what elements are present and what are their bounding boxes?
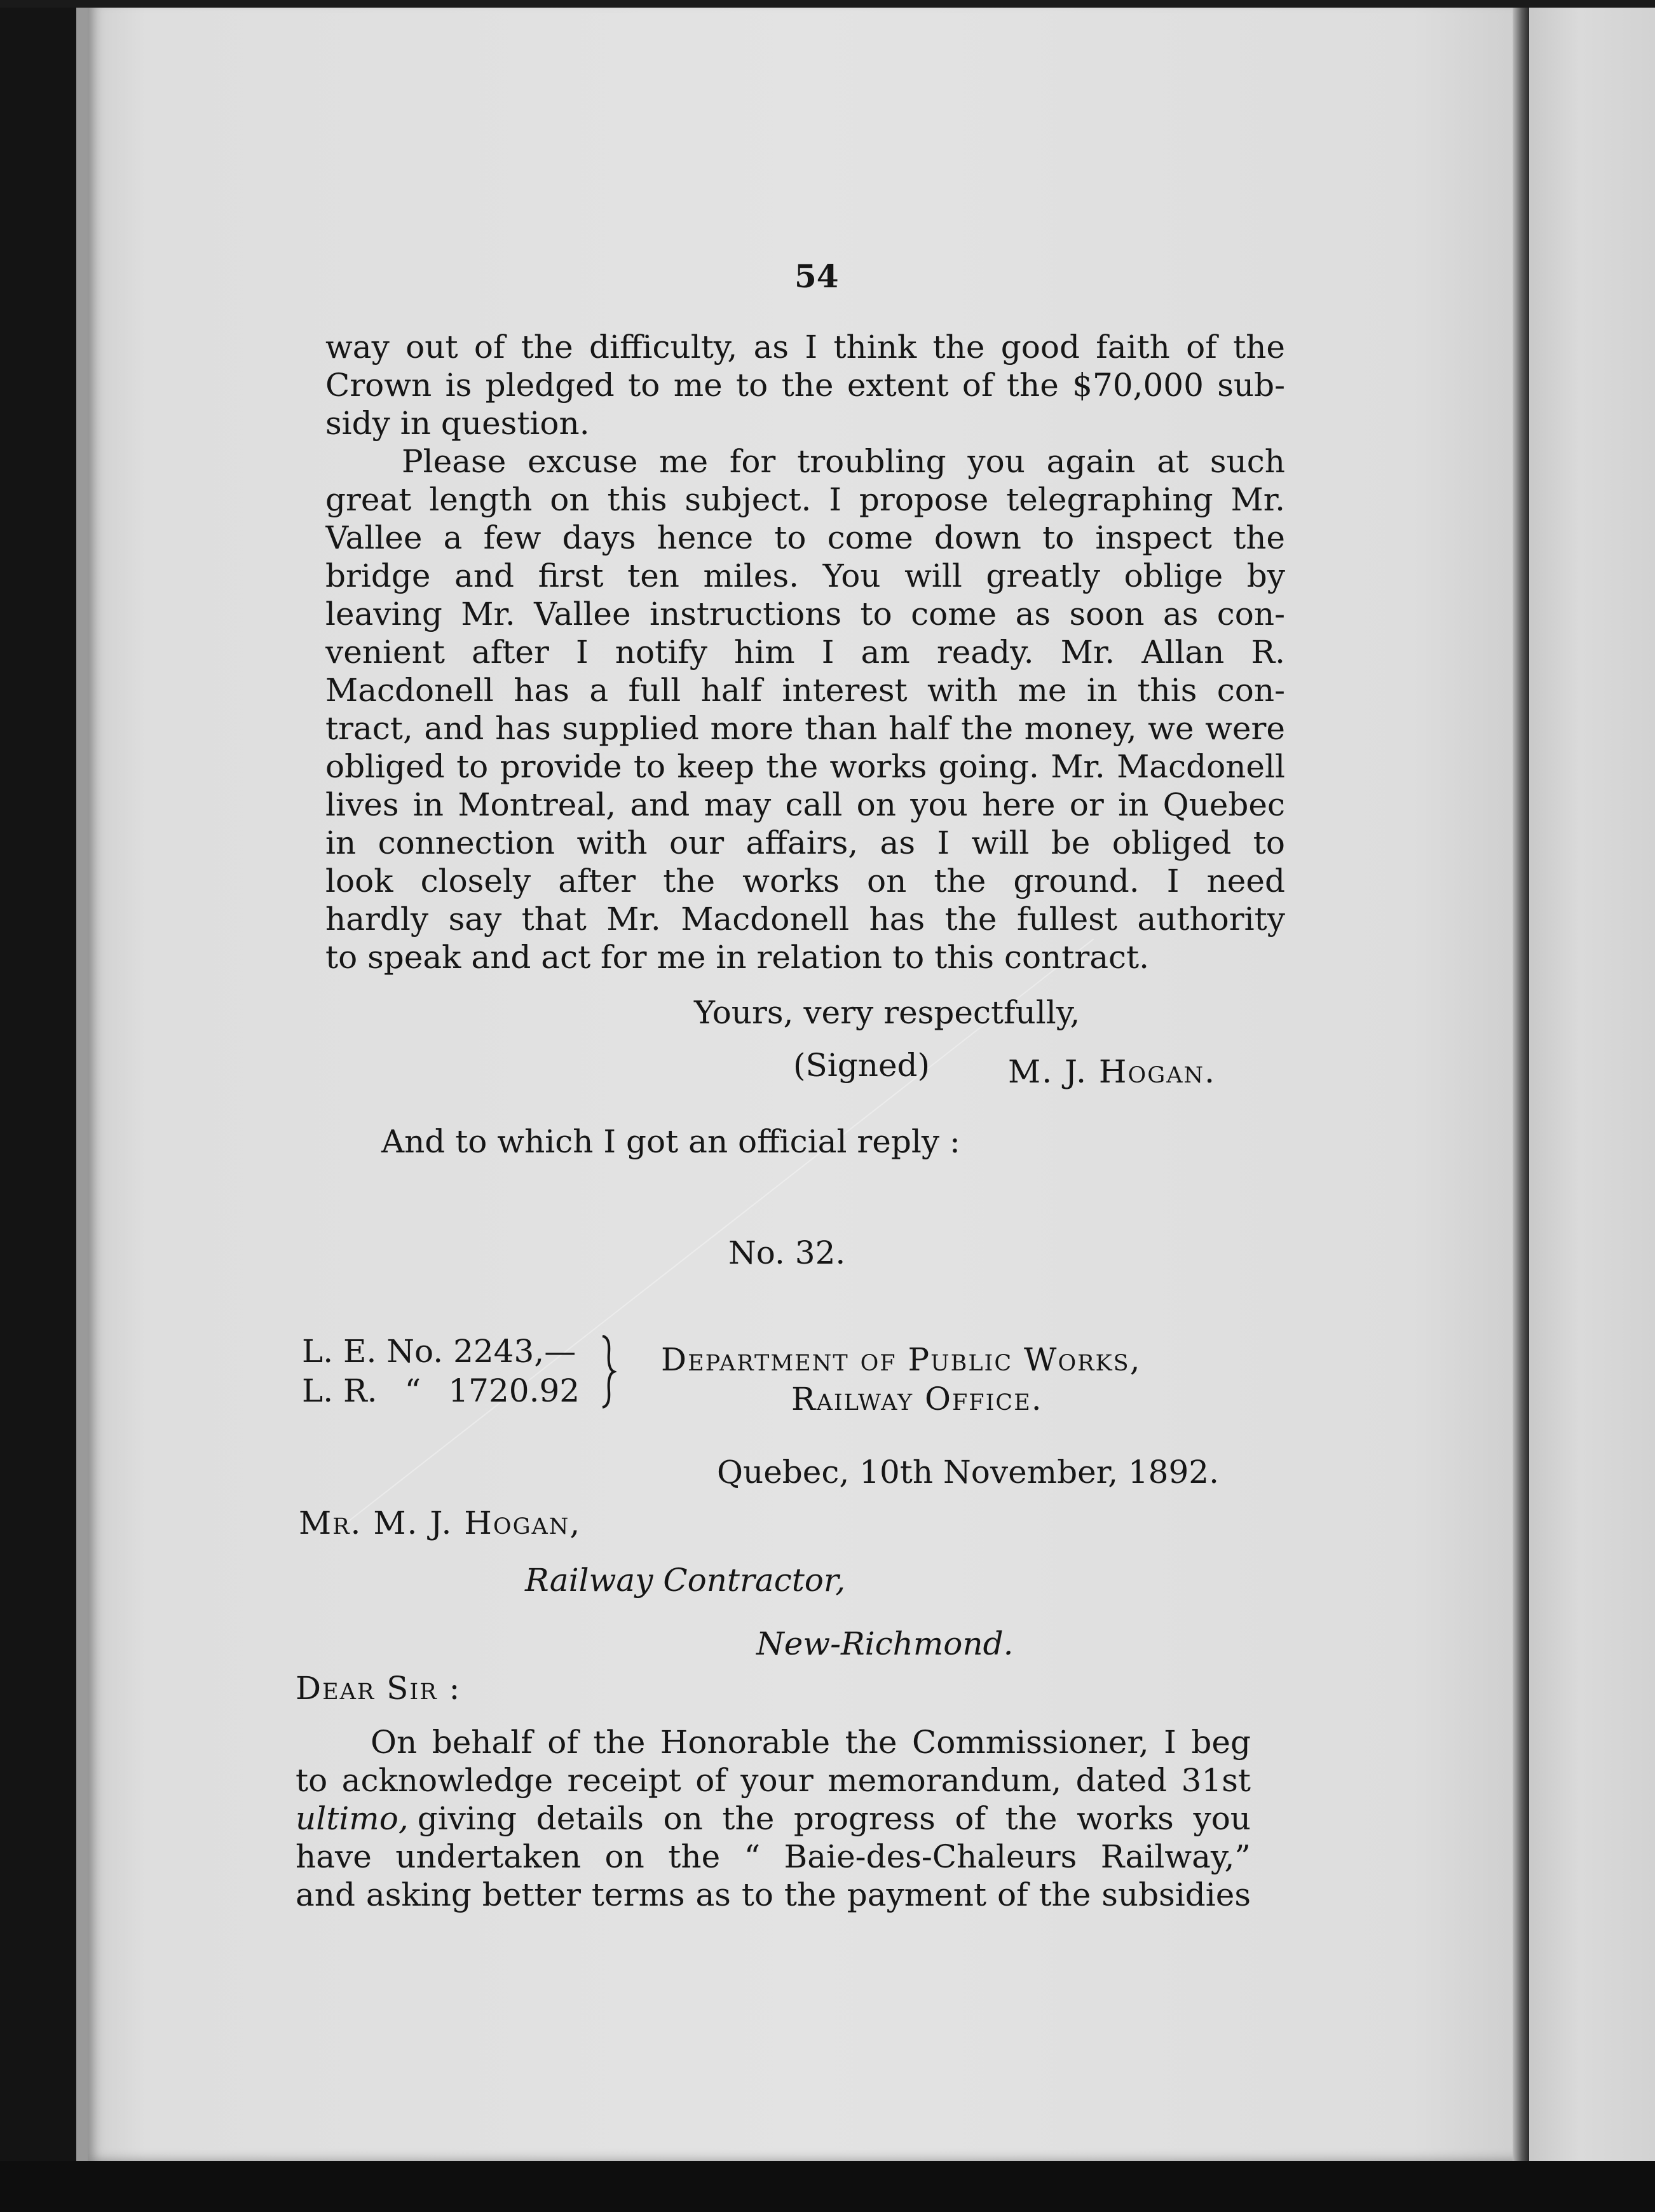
reference-value: 1720.92	[448, 1372, 580, 1409]
reference-label: L. R.	[302, 1372, 378, 1409]
recipient-location: New-Richmond.	[756, 1625, 1014, 1662]
paragraph-line: to speak and act for me in relation to this contract.	[325, 939, 1150, 976]
paragraph-line: lives in Montreal, and may call on you here or in Quebec	[325, 786, 1285, 823]
letter-line: sidy in question.	[325, 405, 590, 442]
paragraph-line: bridge and first ten miles. You will greatly oblige by	[325, 557, 1285, 594]
salutation: Dear Sir :	[296, 1670, 461, 1707]
reply-line: have undertaken on the “ Baie-des-Chaleurs Railway,”	[296, 1838, 1251, 1875]
reply-line: ultimo, giving details on the progress of the works you	[296, 1800, 1251, 1837]
office-name: Railway Office.	[791, 1381, 1043, 1417]
paragraph-line: in connection with our affairs, as I will be obliged to	[325, 824, 1285, 861]
ditto-mark: “	[404, 1372, 421, 1409]
page-number: 54	[794, 257, 839, 295]
reply-line: and asking better terms as to the payment of the subsidies	[296, 1876, 1251, 1913]
scan-border-bottom	[0, 2161, 1655, 2212]
signer-name: M. J. Hogan.	[1008, 1053, 1216, 1090]
paragraph-line: great length on this subject. I propose telegraphing Mr.	[325, 481, 1285, 518]
department-name: Department of Public Works,	[661, 1341, 1141, 1378]
valediction: Yours, very respectfully,	[694, 994, 1080, 1031]
paragraph-line: Vallee a few days hence to come down to inspect the	[325, 519, 1285, 556]
reference-line-2	[302, 1371, 580, 1410]
book-spine	[1513, 0, 1529, 2161]
paragraph-line: hardly say that Mr. Macdonell has the fullest authority	[325, 901, 1285, 938]
brace-icon	[597, 1334, 616, 1410]
place-date: Quebec, 10th November, 1892.	[717, 1454, 1220, 1491]
letter-line: Crown is pledged to me to the extent of the $70,000 sub-	[325, 367, 1285, 404]
paragraph-line: Macdonell has a full half interest with me in this con-	[325, 672, 1285, 709]
paragraph-line: look closely after the works on the ground. I need	[325, 863, 1285, 899]
paragraph-line: leaving Mr. Vallee instructions to come as soon as con-	[325, 596, 1285, 632]
reference-value: 2243,—	[453, 1333, 576, 1370]
reference-label: L. E. No.	[302, 1333, 444, 1370]
transition-text: And to which I got an official reply :	[381, 1123, 960, 1160]
letter-line: way out of the difficulty, as I think the good faith of the	[325, 329, 1285, 365]
paragraph-line: obliged to provide to keep the works going. Mr. Macdonell	[325, 748, 1285, 785]
italic-word: ultimo,	[296, 1800, 409, 1837]
signed-label: (Signed)	[793, 1047, 930, 1084]
reply-line: On behalf of the Honorable the Commissioner, I beg	[371, 1724, 1251, 1761]
document-number: No. 32.	[728, 1234, 846, 1271]
facing-page	[1529, 0, 1655, 2161]
scan-border-top	[0, 0, 1655, 8]
recipient-title: Railway Contractor,	[525, 1562, 846, 1599]
reply-line: to acknowledge receipt of your memorandum, dated 31st	[296, 1762, 1251, 1799]
paragraph-line: venient after I notify him I am ready. Mr. Allan R.	[325, 634, 1285, 671]
paragraph-line: tract, and has supplied more than half the money, we were	[325, 710, 1285, 747]
recipient-name: Mr. M. J. Hogan,	[299, 1505, 582, 1541]
paragraph-line: Please excuse me for troubling you again at such	[402, 443, 1285, 480]
reference-line-1	[302, 1332, 576, 1371]
